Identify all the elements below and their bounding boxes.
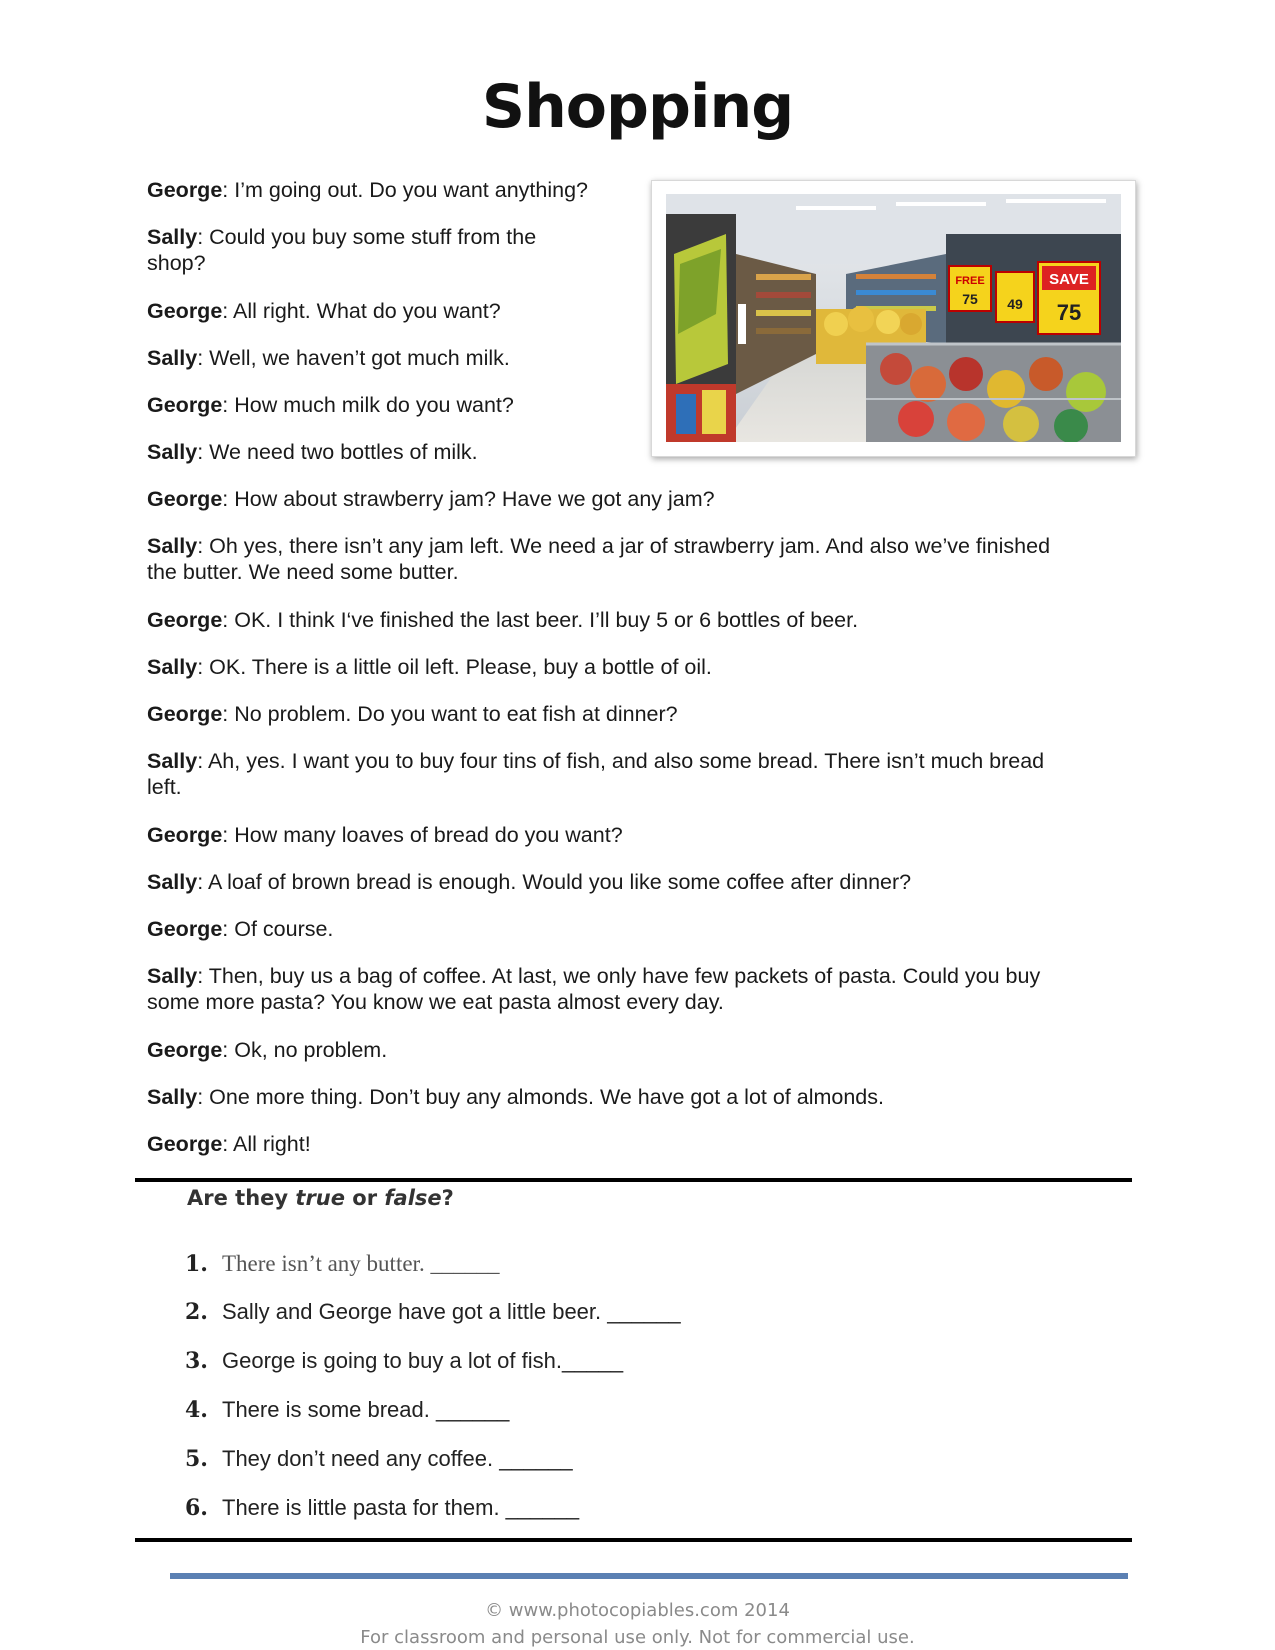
heading-text: Are they	[187, 1186, 296, 1210]
speaker-name: George	[147, 299, 223, 323]
dialogue-text: : How about strawberry jam? Have we got any jam?	[222, 487, 715, 511]
speaker-name: George	[147, 917, 223, 941]
question-text: They don’t need any coffee. ______	[222, 1446, 573, 1471]
question-number: 2.	[185, 1299, 208, 1325]
speaker-name: George	[147, 823, 223, 847]
question-number: 6.	[185, 1495, 208, 1521]
question-number: 4.	[185, 1397, 208, 1423]
sign-price-1: 75	[962, 291, 978, 307]
supermarket-image	[666, 194, 1121, 442]
question-item	[185, 1348, 623, 1374]
speaker-name: Sally	[147, 225, 198, 249]
footer-copyright: © www.photocopiables.com 2014	[485, 1600, 790, 1621]
question-item	[185, 1397, 509, 1423]
dialogue-text: : OK. There is a little oil left. Please, buy a bottle of oil.	[197, 655, 712, 679]
question-text: George is going to buy a lot of fish._____	[222, 1348, 624, 1373]
sign-price-3: 75	[1056, 300, 1082, 325]
dialogue-text-continued: the butter. We need some butter.	[147, 560, 459, 584]
question-text: There is little pasta for them. ______	[222, 1495, 580, 1520]
question-text: There isn’t any butter. ______	[222, 1251, 500, 1276]
speaker-name: George	[147, 487, 223, 511]
dialogue-line	[147, 822, 623, 848]
speaker-name: Sally	[147, 1085, 198, 1109]
heading-true: true	[295, 1186, 345, 1210]
dialogue-text: : Ah, yes. I want you to buy four tins of fish, and also some bread. There isn’t much bread	[197, 749, 1045, 773]
speaker-name: Sally	[147, 440, 198, 464]
divider-top	[135, 1178, 1132, 1182]
dialogue-line	[147, 486, 715, 512]
dialogue-line	[147, 654, 712, 680]
sign-free: FREE	[955, 275, 985, 287]
dialogue-text: : Ok, no problem.	[222, 1038, 388, 1062]
speaker-name: George	[147, 1038, 223, 1062]
dialogue-text: : Well, we haven’t got much milk.	[197, 346, 510, 370]
dialogue-line	[147, 748, 1044, 800]
dialogue-text-continued: left.	[147, 775, 182, 799]
speaker-name: Sally	[147, 749, 198, 773]
speaker-name: George	[147, 702, 223, 726]
dialogue-line	[147, 392, 514, 418]
speaker-name: George	[147, 608, 223, 632]
question-item	[185, 1299, 681, 1325]
dialogue-line	[147, 298, 501, 324]
speaker-name: Sally	[147, 346, 198, 370]
dialogue-line	[147, 963, 1040, 1015]
dialogue-text: : One more thing. Don’t buy any almonds. We have got a lot of almonds.	[197, 1085, 884, 1109]
speaker-name: Sally	[147, 534, 198, 558]
page-title: Shopping	[481, 72, 794, 142]
dialogue-line	[147, 869, 911, 895]
dialogue-text: : Oh yes, there isn’t any jam left. We need a jar of strawberry jam. And also we’ve finished	[197, 534, 1051, 558]
dialogue-line	[147, 439, 478, 465]
divider-bottom	[135, 1538, 1132, 1542]
dialogue-text-continued: some more pasta? You know we eat pasta almost every day.	[147, 990, 724, 1014]
question-item	[185, 1446, 573, 1472]
footer-usage-note: For classroom and personal use only. Not for commercial use.	[360, 1627, 915, 1648]
dialogue-text: : We need two bottles of milk.	[197, 440, 478, 464]
dialogue-line	[147, 345, 510, 371]
supermarket-photo	[651, 180, 1136, 457]
sign-save: SAVE	[1049, 271, 1089, 288]
dialogue-line	[147, 1084, 884, 1110]
speaker-name: Sally	[147, 964, 198, 988]
dialogue-text: : Then, buy us a bag of coffee. At last, we only have few packets of pasta. Could you buy	[197, 964, 1041, 988]
dialogue-text: : All right. What do you want?	[222, 299, 501, 323]
dialogue-text: : All right!	[222, 1132, 311, 1156]
heading-false: false	[384, 1186, 442, 1210]
dialogue-line	[147, 1131, 311, 1157]
speaker-name: George	[147, 393, 223, 417]
heading-text: ?	[441, 1186, 454, 1210]
question-item	[185, 1495, 579, 1521]
dialogue-line	[147, 224, 536, 276]
dialogue-text-continued: shop?	[147, 251, 206, 275]
question-text: There is some bread. ______	[222, 1397, 510, 1422]
dialogue-text: : How much milk do you want?	[222, 393, 514, 417]
dialogue-text: : How many loaves of bread do you want?	[222, 823, 623, 847]
dialogue-line	[147, 916, 333, 942]
heading-text: or	[345, 1186, 385, 1210]
dialogue-line	[147, 701, 678, 727]
dialogue-text: : I’m going out. Do you want anything?	[222, 178, 589, 202]
question-number: 3.	[185, 1348, 208, 1374]
dialogue-text: : A loaf of brown bread is enough. Would you like some coffee after dinner?	[197, 870, 912, 894]
speaker-name: Sally	[147, 870, 198, 894]
footer-bar	[170, 1573, 1128, 1579]
question-text: Sally and George have got a little beer. ______	[222, 1299, 681, 1324]
dialogue-line	[147, 607, 858, 633]
speaker-name: George	[147, 1132, 223, 1156]
dialogue-text: : Could you buy some stuff from the	[197, 225, 537, 249]
dialogue-line	[147, 533, 1050, 585]
question-item	[185, 1251, 499, 1277]
quiz-heading	[187, 1186, 454, 1210]
dialogue-text: : No problem. Do you want to eat fish at dinner?	[222, 702, 678, 726]
question-number: 1.	[185, 1251, 208, 1277]
dialogue-line	[147, 177, 588, 203]
dialogue-text: : Of course.	[222, 917, 334, 941]
dialogue-line	[147, 1037, 387, 1063]
speaker-name: George	[147, 178, 223, 202]
sign-price-2: 49	[1007, 296, 1023, 312]
question-number: 5.	[185, 1446, 208, 1472]
speaker-name: Sally	[147, 655, 198, 679]
dialogue-text: : OK. I think I‘ve finished the last beer. I’ll buy 5 or 6 bottles of beer.	[222, 608, 859, 632]
